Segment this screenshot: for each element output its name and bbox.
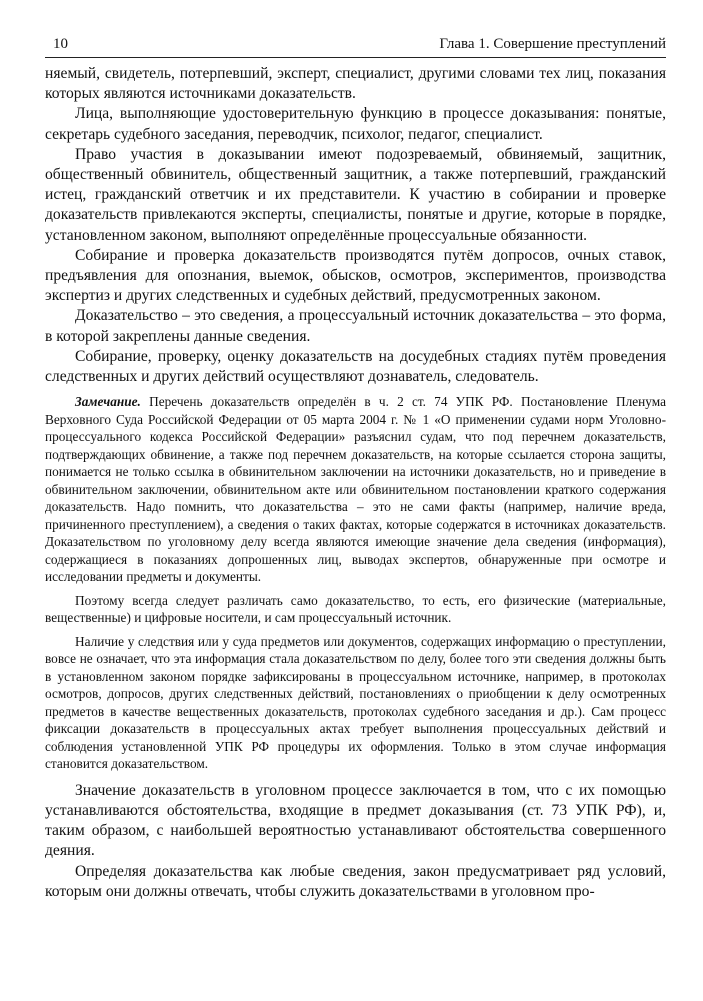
paragraph: Лица, выполняющие удостоверительную функцию в процессе доказывания: понятые, секретарь судебного заседания, переводчик, психолог, педагог, специалист. [45, 105, 666, 143]
paragraph: Право участия в доказывании имеют подозреваемый, обвиняемый, защитник, общественный обвинитель, общественный защитник, а также потерпевший, гражданский истец, гражданский ответчик и их представители. К участию в собирании и проверке доказательств привлекаются эксперты, специалисты, понятые и другие, которые в порядке, установленном законом, выполняют определённые процессуальные обязанности. [45, 145, 666, 244]
note-paragraph: Наличие у следствия или у суда предметов или документов, содержащих информацию о преступлении, вовсе не означает, что эта информация стала доказательством по делу, более того эти сведения должны быть в установленном законом порядке зафиксированы в процессуальном источнике, например, в протоколах осмотров, допросов, других следственных действий, постановлениях о приобщении к делу осмотренных предметов в качестве вещественных доказательств, протоколах судебного заседания и др.). Сам процесс фиксации доказательств в процессуальных актах требует выполнения процессуальных действий и соблюдения установленной УПК РФ процедуры их оформления. Только в этом случае информация становится доказательством. [45, 633, 666, 772]
paragraph: Доказательство – это сведения, а процессуальный источник доказательства – это форма, в которой закреплены данные сведения. [45, 307, 666, 345]
paragraph: Собирание и проверка доказательств производятся путём допросов, очных ставок, предъявления для опознания, выемок, обысков, осмотров, экспериментов, производства экспертиз и других следственных и судебных действий, предусмотренных законом. [45, 246, 666, 305]
note-label: Замечание. [75, 394, 141, 410]
note-text: Перечень доказательств определён в ч. 2 ст. 74 УПК РФ. Постановление Пленума Верховного Суда Российской Федерации от 05 марта 2004 г. № 1 «О применении судами норм Уголовно-процессуального кодекса Российской Федерации» разъяснил судам, что под перечнем доказательств, подтверждающих обвинение, а также под перечнем доказательств, на которые ссылается сторона защиты, понимается не только ссылка в обвинительном заключении на источники доказательств, но и приведение в обвинительном заключении, обвинительном акте или обвинительном постановлении краткого содержания доказательств. Надо помнить, что доказательства – это не сами факты (например, наличие вреда, причиненного преступлением), а сведения о таких фактах, которые содержатся в источниках доказательств. Доказательством по уголовному делу всегда являются имеющие значение дела сведения (информация), содержащиеся в показаниях допрошенных лиц, выводах экспертов, обнаруженные при осмотре и исследовании предметы и документы. [45, 394, 666, 585]
paragraph: Собирание, проверку, оценку доказательств на досудебных стадиях путём проведения следственных и других действий осуществляют дознаватель, следователь. [45, 347, 666, 386]
note-paragraph [45, 393, 666, 586]
book-page [45, 36, 666, 902]
main-text-continued [45, 781, 666, 902]
paragraph: няемый, свидетель, потерпевший, эксперт, специалист, другими словами тех лиц, показания которых являются источниками доказательств. [45, 65, 666, 103]
note-block [45, 393, 666, 773]
paragraph: Определяя доказательства как любые сведения, закон предусматривает ряд условий, которым они должны отвечать, чтобы служить доказательствами в уголовном про- [45, 862, 666, 900]
chapter-title: Глава 1. Совершение преступлений [439, 36, 666, 52]
paragraph: Значение доказательств в уголовном процессе заключается в том, что с их помощью устанавливаются обстоятельства, входящие в предмет доказывания (ст. 73 УПК РФ), и, таким образом, с наибольшей вероятностью устанавливают обстоятельства совершенного деяния. [45, 781, 666, 860]
note-paragraph: Поэтому всегда следует различать само доказательство, то есть, его физические (материальные, вещественные) и цифровые носители, и сам процессуальный источник. [45, 592, 666, 626]
main-text [45, 64, 666, 387]
running-header [45, 36, 666, 58]
page-number: 10 [53, 36, 68, 52]
